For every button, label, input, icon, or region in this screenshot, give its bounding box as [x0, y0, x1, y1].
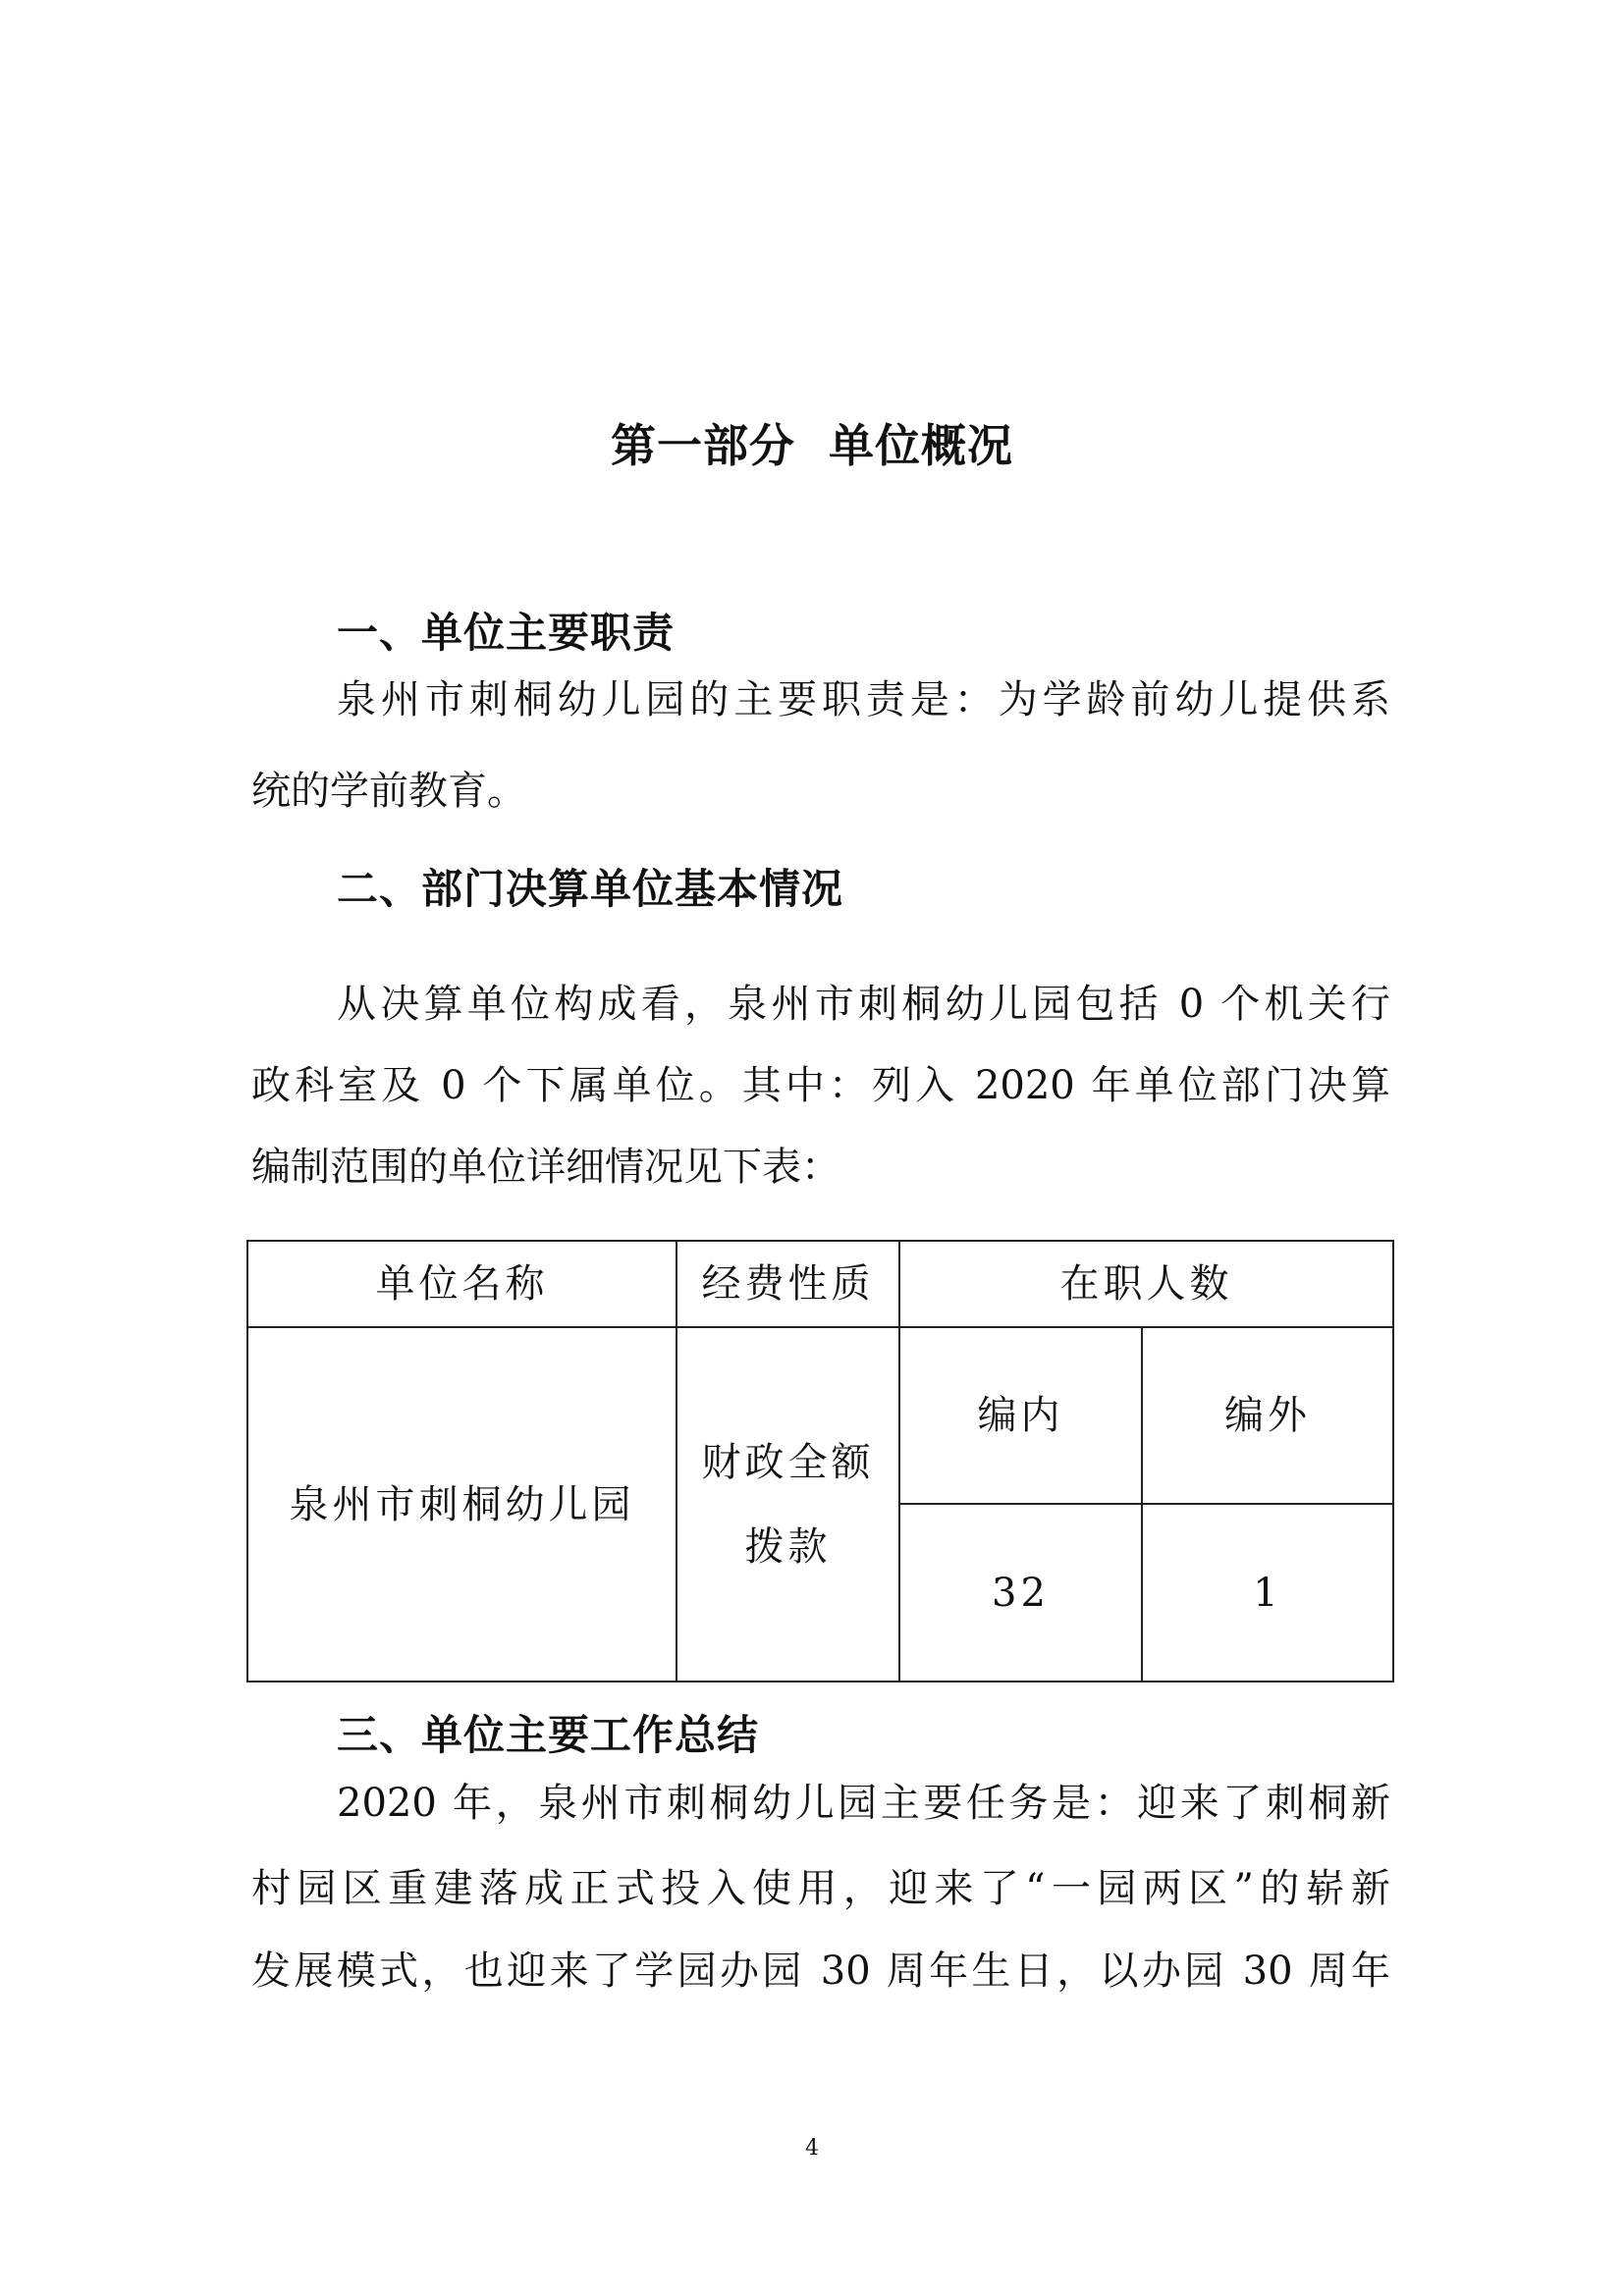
- section-heading-responsibilities: 一、单位主要职责: [337, 609, 676, 657]
- paragraph-line: 2020 年，泉州市刺桐幼儿园主要任务是：迎来了刺桐新: [337, 1781, 1390, 1826]
- paragraph-line: 编制范围的单位详细情况见下表：: [251, 1145, 840, 1190]
- unit-info-table: [246, 1240, 1394, 1682]
- section-heading-basic-info: 二、部门决算单位基本情况: [337, 865, 844, 913]
- page-title: 第一部分 单位概况: [610, 419, 1014, 472]
- header-unit-name: 单位名称: [247, 1241, 677, 1327]
- paragraph-line: 村园区重建落成正式投入使用，迎来了“一园两区”的崭新: [251, 1866, 1390, 1911]
- paragraph-line: 泉州市刺桐幼儿园的主要职责是：为学龄前幼儿提供系: [337, 677, 1390, 722]
- paragraph-line: 从决算单位构成看，泉州市刺桐幼儿园包括 0 个机关行: [337, 982, 1390, 1027]
- paragraph-line: 统的学前教育。: [251, 769, 526, 814]
- cell-funding-type: 财政全额 拨款: [677, 1327, 899, 1682]
- cell-out-quota-count: 1: [1142, 1504, 1393, 1682]
- header-staff-count: 在职人数: [899, 1241, 1393, 1327]
- paragraph-line: 发展模式，也迎来了学园办园 30 周年生日，以办园 30 周年: [251, 1949, 1390, 1994]
- header-out-quota: 编外: [1142, 1327, 1393, 1504]
- section-heading-work-summary: 三、单位主要工作总结: [337, 1711, 760, 1759]
- cell-in-quota-count: 32: [899, 1504, 1142, 1682]
- header-in-quota: 编内: [899, 1327, 1142, 1504]
- paragraph-line: 政科室及 0 个下属单位。其中：列入 2020 年单位部门决算: [251, 1063, 1390, 1108]
- page-number: 4: [805, 2136, 819, 2161]
- header-funding-type: 经费性质: [677, 1241, 899, 1327]
- cell-unit-name: 泉州市刺桐幼儿园: [247, 1327, 677, 1682]
